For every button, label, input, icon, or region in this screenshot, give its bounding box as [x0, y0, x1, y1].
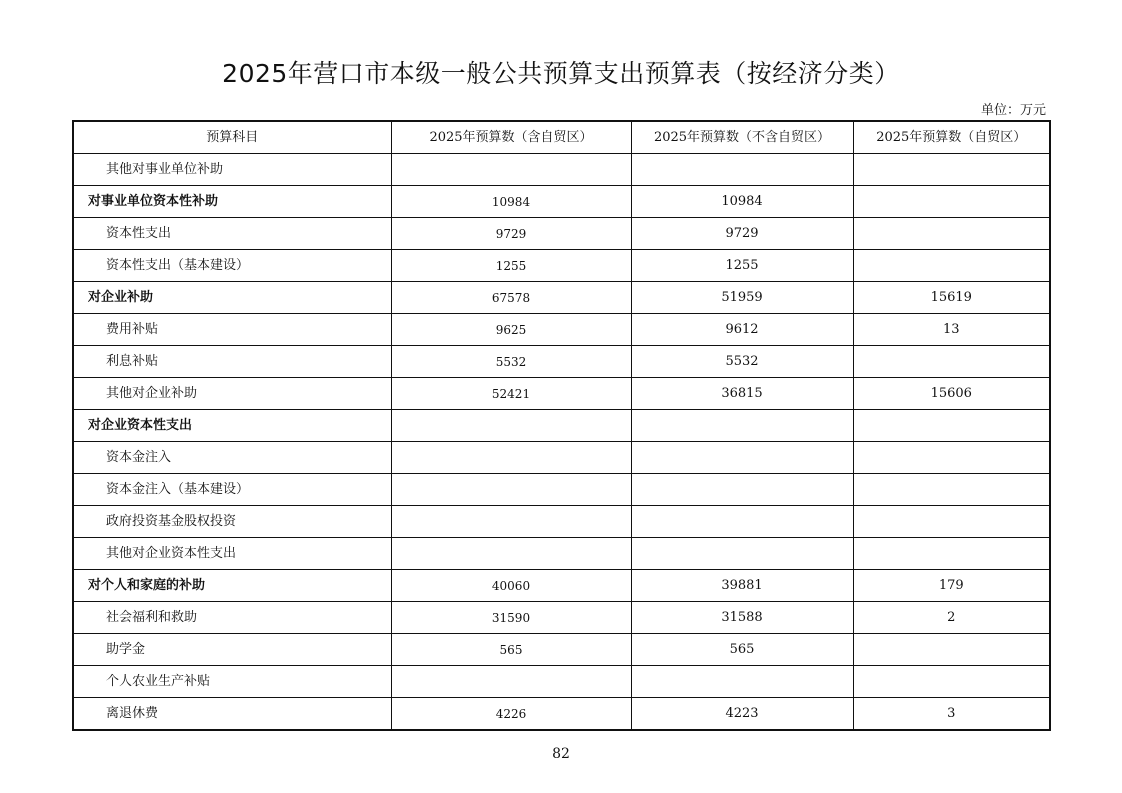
excluding-ftz-amount-cell	[631, 506, 853, 538]
ftz-amount-cell	[853, 346, 1050, 378]
total-amount-cell	[391, 538, 631, 570]
ftz-amount-cell	[853, 634, 1050, 666]
ftz-amount-cell	[853, 250, 1050, 282]
budget-item-name: 对企业补助	[73, 282, 391, 314]
table-row	[73, 378, 1050, 410]
budget-item-name: 资本性支出	[73, 218, 391, 250]
total-amount-cell: 40060	[391, 570, 631, 602]
excluding-ftz-amount-cell	[631, 154, 853, 186]
table-row-category	[73, 282, 1050, 314]
excluding-ftz-amount-cell: 36815	[631, 378, 853, 410]
column-header-budget-item: 预算科目	[73, 121, 391, 154]
budget-item-name: 其他对事业单位补助	[73, 154, 391, 186]
excluding-ftz-amount-cell: 9729	[631, 218, 853, 250]
table-row	[73, 346, 1050, 378]
excluding-ftz-amount-cell: 31588	[631, 602, 853, 634]
total-amount-cell: 67578	[391, 282, 631, 314]
budget-item-name: 个人农业生产补贴	[73, 666, 391, 698]
table-row	[73, 154, 1050, 186]
total-amount-cell: 9729	[391, 218, 631, 250]
ftz-amount-cell	[853, 154, 1050, 186]
table-row	[73, 634, 1050, 666]
excluding-ftz-amount-cell: 39881	[631, 570, 853, 602]
excluding-ftz-amount-cell: 51959	[631, 282, 853, 314]
excluding-ftz-amount-cell	[631, 666, 853, 698]
column-header-excluding-ftz: 2025年预算数（不含自贸区）	[631, 121, 853, 154]
page-number: 82	[552, 746, 570, 762]
ftz-amount-cell: 15606	[853, 378, 1050, 410]
ftz-amount-cell: 13	[853, 314, 1050, 346]
excluding-ftz-amount-cell: 9612	[631, 314, 853, 346]
total-amount-cell	[391, 474, 631, 506]
table-row	[73, 666, 1050, 698]
ftz-amount-cell	[853, 538, 1050, 570]
excluding-ftz-amount-cell: 1255	[631, 250, 853, 282]
total-amount-cell: 4226	[391, 698, 631, 731]
ftz-amount-cell	[853, 506, 1050, 538]
column-header-ftz: 2025年预算数（自贸区）	[853, 121, 1050, 154]
ftz-amount-cell	[853, 666, 1050, 698]
table-row	[73, 698, 1050, 731]
table-row-category	[73, 570, 1050, 602]
budget-item-name: 助学金	[73, 634, 391, 666]
total-amount-cell: 9625	[391, 314, 631, 346]
budget-item-name: 其他对企业补助	[73, 378, 391, 410]
budget-item-name: 资本性支出（基本建设）	[73, 250, 391, 282]
total-amount-cell: 52421	[391, 378, 631, 410]
table-row	[73, 474, 1050, 506]
page-title: 2025年营口市本级一般公共预算支出预算表（按经济分类）	[222, 59, 900, 88]
table-row	[73, 442, 1050, 474]
total-amount-cell	[391, 442, 631, 474]
excluding-ftz-amount-cell: 5532	[631, 346, 853, 378]
table-row	[73, 218, 1050, 250]
total-amount-cell	[391, 666, 631, 698]
total-amount-cell	[391, 410, 631, 442]
budget-item-name: 其他对企业资本性支出	[73, 538, 391, 570]
ftz-amount-cell: 3	[853, 698, 1050, 731]
table-body	[73, 154, 1050, 731]
excluding-ftz-amount-cell: 565	[631, 634, 853, 666]
total-amount-cell: 565	[391, 634, 631, 666]
excluding-ftz-amount-cell: 4223	[631, 698, 853, 731]
total-amount-cell	[391, 506, 631, 538]
unit-label: 单位：万元	[980, 103, 1046, 118]
total-amount-cell: 31590	[391, 602, 631, 634]
budget-item-name: 利息补贴	[73, 346, 391, 378]
table-row	[73, 538, 1050, 570]
excluding-ftz-amount-cell	[631, 538, 853, 570]
budget-item-name: 社会福利和救助	[73, 602, 391, 634]
budget-item-name: 政府投资基金股权投资	[73, 506, 391, 538]
ftz-amount-cell: 15619	[853, 282, 1050, 314]
table-row	[73, 506, 1050, 538]
ftz-amount-cell	[853, 218, 1050, 250]
ftz-amount-cell	[853, 442, 1050, 474]
table-header-row	[73, 121, 1050, 154]
total-amount-cell	[391, 154, 631, 186]
budget-item-name: 对企业资本性支出	[73, 410, 391, 442]
ftz-amount-cell	[853, 474, 1050, 506]
total-amount-cell: 1255	[391, 250, 631, 282]
excluding-ftz-amount-cell	[631, 474, 853, 506]
total-amount-cell: 10984	[391, 186, 631, 218]
ftz-amount-cell: 179	[853, 570, 1050, 602]
excluding-ftz-amount-cell	[631, 442, 853, 474]
budget-item-name: 费用补贴	[73, 314, 391, 346]
budget-item-name: 离退休费	[73, 698, 391, 731]
ftz-amount-cell	[853, 186, 1050, 218]
excluding-ftz-amount-cell: 10984	[631, 186, 853, 218]
column-header-total: 2025年预算数（含自贸区）	[391, 121, 631, 154]
budget-item-name: 资本金注入	[73, 442, 391, 474]
table-row-category	[73, 410, 1050, 442]
ftz-amount-cell: 2	[853, 602, 1050, 634]
table-row-category	[73, 186, 1050, 218]
table-row	[73, 250, 1050, 282]
budget-table	[72, 120, 1051, 731]
total-amount-cell: 5532	[391, 346, 631, 378]
budget-item-name: 对事业单位资本性补助	[73, 186, 391, 218]
table-row	[73, 602, 1050, 634]
ftz-amount-cell	[853, 410, 1050, 442]
table-row	[73, 314, 1050, 346]
budget-item-name: 资本金注入（基本建设）	[73, 474, 391, 506]
excluding-ftz-amount-cell	[631, 410, 853, 442]
budget-item-name: 对个人和家庭的补助	[73, 570, 391, 602]
